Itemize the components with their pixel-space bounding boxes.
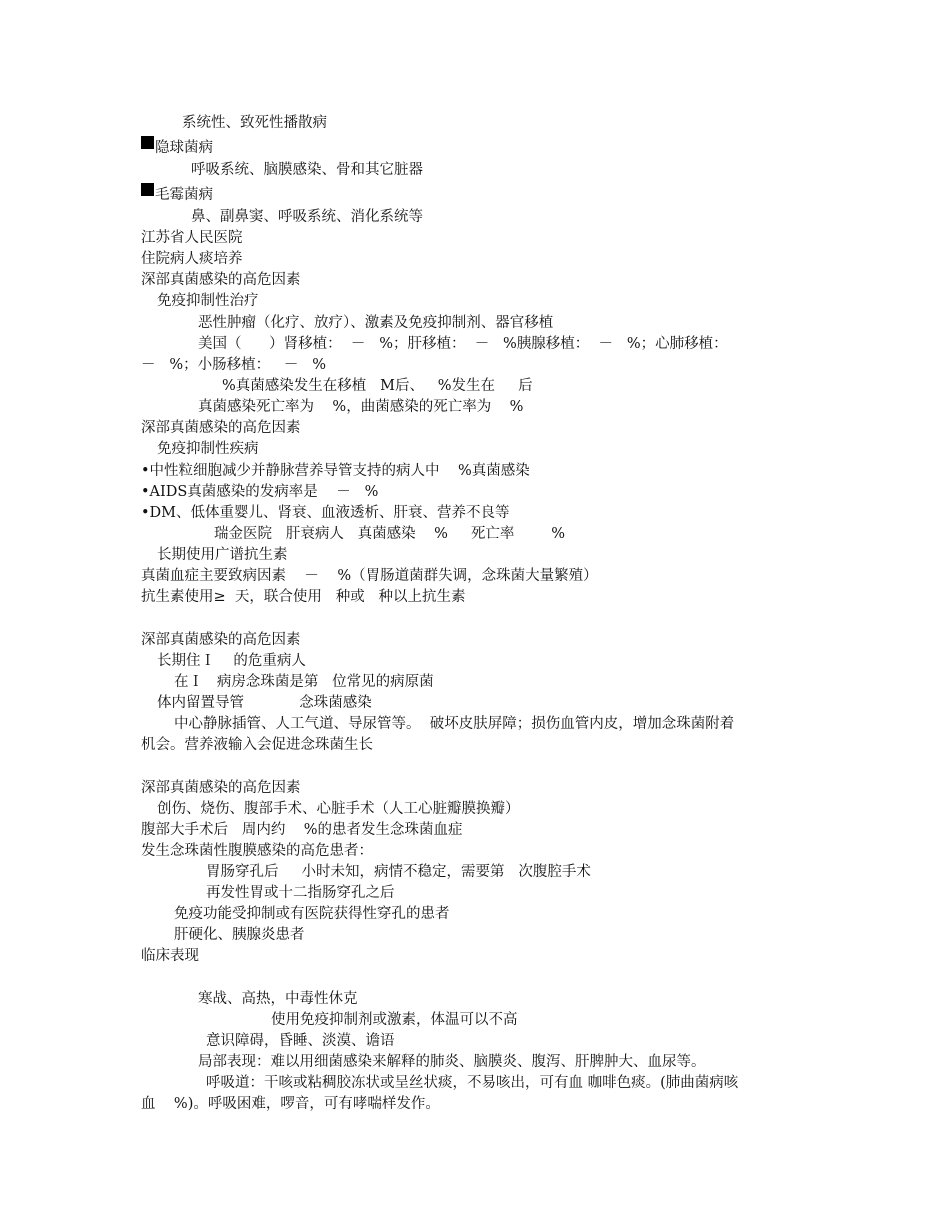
square-bullet-icon — [141, 136, 154, 149]
text-line: 长期使用广谱抗生素 — [157, 547, 288, 563]
text-line: 呼吸系统、脑膜感染、骨和其它脏器 — [191, 162, 423, 178]
text-line: 鼻、副鼻窦、呼吸系统、消化系统等 — [191, 209, 423, 225]
bullet-line — [141, 183, 213, 205]
square-bullet-icon — [141, 183, 154, 196]
text-line: •AIDS真菌感染的发病率是 － % — [141, 484, 379, 500]
text-line: 体内留置导管 念珠菌感染 — [157, 695, 372, 711]
text-line: 机会。营养液输入会促进念珠菌生长 — [141, 737, 373, 753]
text-line: •DM、低体重婴儿、肾衰、血液透析、肝衰、营养不良等 — [141, 505, 510, 521]
section-heading: 深部真菌感染的高危因素 — [141, 420, 301, 436]
text-line: 住院病人痰培养 — [141, 251, 243, 267]
section-heading: 深部真菌感染的高危因素 — [141, 632, 301, 648]
text-line: 美国（ ）肾移植： － %；肝移植： － %胰腺移植： － %；心肺移植： — [198, 336, 728, 352]
text-line: 在Ｉ 病房念珠菌是第 位常见的病原菌 — [174, 674, 434, 690]
text-line: 抗生素使用≥ 天，联合使用 种或 种以上抗生素 — [141, 589, 466, 605]
text-line: •中性粒细胞减少并静脉营养导管支持的病人中 %真菌感染 — [141, 463, 530, 479]
text-line: 中心静脉插管、人工气道、导尿管等。 破坏皮肤屏障；损伤血管内皮，增加念珠菌附着 — [174, 716, 735, 732]
text-line: 使用免疫抑制剂或激素，体温可以不高 — [271, 1012, 518, 1028]
text-line: 腹部大手术后 周内约 %的患者发生念珠菌血症 — [141, 822, 463, 838]
text-line: 长期住Ｉ 的危重病人 — [157, 653, 306, 669]
text-line: %真菌感染发生在移植 M后、 %发生在 后 — [222, 378, 533, 394]
section-heading: 深部真菌感染的高危因素 — [141, 272, 301, 288]
text-line: 创伤、烧伤、腹部手术、心脏手术（人工心脏瓣膜换瓣） — [157, 801, 520, 817]
text-line: 意识障碍，昏睡、淡漠、谵语 — [206, 1033, 395, 1049]
text-line: 真菌血症主要致病因素 － %（胃肠道菌群失调，念珠菌大量繁殖） — [141, 568, 598, 584]
text-line: 江苏省人民医院 — [141, 230, 243, 246]
text-line: 发生念珠菌性腹膜感染的高危患者： — [141, 843, 373, 859]
text-line: 血 %)。呼吸困难，啰音，可有哮喘样发作。 — [141, 1096, 440, 1112]
text-line: 再发性胃或十二指肠穿孔之后 — [206, 885, 395, 901]
text-line: 局部表现：难以用细菌感染来解释的肺炎、脑膜炎、腹泻、肝脾肿大、血尿等。 — [198, 1054, 706, 1070]
text-line: 呼吸道：干咳或粘稠胶冻状或呈丝状痰，不易咳出，可有血 咖啡色痰。(肺曲菌病咳 — [206, 1075, 739, 1091]
text-line: 真菌感染死亡率为 %，曲菌感染的死亡率为 % — [198, 399, 524, 415]
section-heading: 临床表现 — [141, 948, 199, 964]
bullet-line — [141, 136, 213, 158]
text-line: 免疫抑制性治疗 — [157, 293, 259, 309]
text-line: 免疫功能受抑制或有医院获得性穿孔的患者 — [174, 906, 450, 922]
text-line: 毛霉菌病 — [155, 187, 213, 203]
text-line: 瑞金医院 肝衰病人 真菌感染 % 死亡率 % — [214, 526, 566, 542]
text-line: 胃肠穿孔后 小时未知，病情不稳定，需要第 次腹腔手术 — [206, 864, 591, 880]
text-line: 免疫抑制性疾病 — [157, 441, 259, 457]
section-heading: 深部真菌感染的高危因素 — [141, 780, 301, 796]
text-line: 隐球菌病 — [155, 140, 213, 156]
text-line: 系统性、致死性播散病 — [182, 115, 327, 131]
text-line: － %；小肠移植： － % — [141, 357, 327, 373]
text-line: 寒战、高热，中毒性休克 — [198, 991, 358, 1007]
text-line: 肝硬化、胰腺炎患者 — [174, 927, 305, 943]
text-line: 恶性肿瘤（化疗、放疗）、激素及免疫抑制剂、器官移植 — [198, 315, 554, 331]
